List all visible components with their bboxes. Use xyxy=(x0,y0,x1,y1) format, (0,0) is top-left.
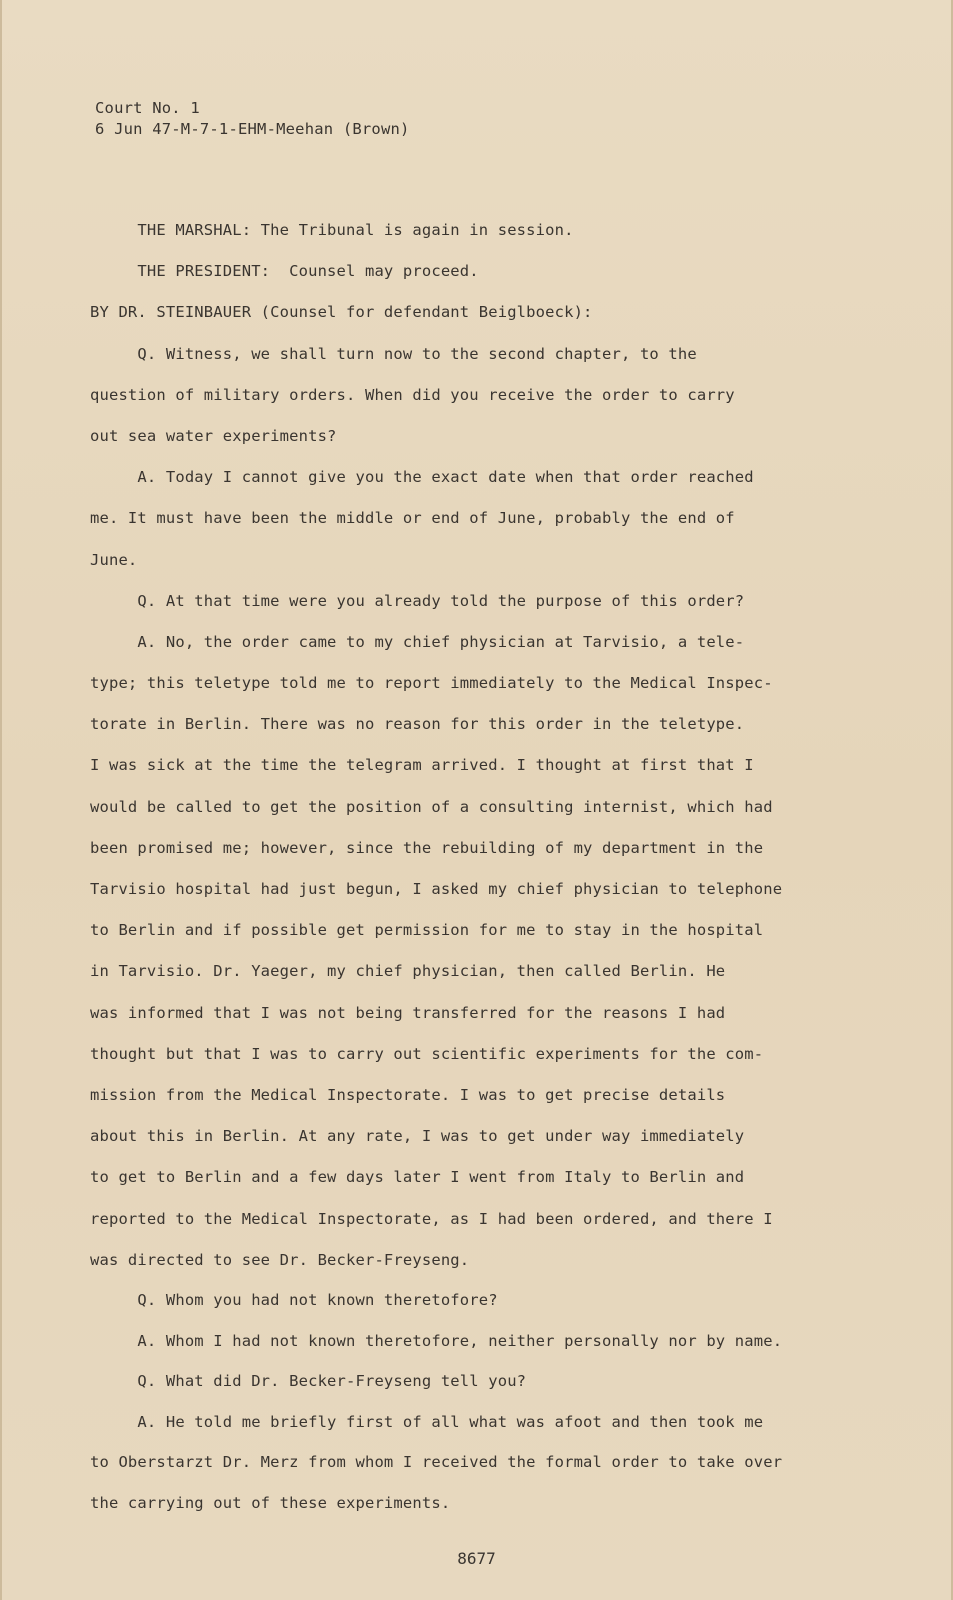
court-number: Court No. 1 xyxy=(95,99,200,117)
transcript-line: Q. Witness, we shall turn now to the second chapter, to the xyxy=(90,344,697,363)
transcript-line: would be called to get the position of a consulting internist, which had xyxy=(90,797,773,816)
reference-line: 6 Jun 47-M-7-1-EHM-Meehan (Brown) xyxy=(95,120,410,138)
transcript-line: Tarvisio hospital had just begun, I asked my chief physician to telephone xyxy=(90,880,783,898)
transcript-line: was directed to see Dr. Becker-Freyseng. xyxy=(90,1250,470,1269)
transcript-line: question of military orders. When did you receive the order to carry xyxy=(90,385,735,404)
transcript-line: me. It must have been the middle or end of June, probably the end of xyxy=(90,509,735,528)
transcript-line: A. Whom I had not known theretofore, neither personally nor by name. xyxy=(90,1331,783,1350)
transcript-line: A. No, the order came to my chief physician at Tarvisio, a tele- xyxy=(90,632,745,651)
transcript-line: to Oberstarzt Dr. Merz from whom I received the formal order to take over xyxy=(90,1453,783,1472)
transcript-line: thought but that I was to carry out scientific experiments for the com- xyxy=(90,1044,764,1063)
transcript-line: out sea water experiments? xyxy=(90,426,337,445)
transcript-line: was informed that I was not being transferred for the reasons I had xyxy=(90,1003,726,1022)
page-number: 8677 xyxy=(457,1549,496,1568)
transcript-line: torate in Berlin. There was no reason for this order in the teletype. xyxy=(90,715,745,734)
transcript-line: THE MARSHAL: The Tribunal is again in session. xyxy=(90,221,574,239)
transcript-line: in Tarvisio. Dr. Yaeger, my chief physician, then called Berlin. He xyxy=(90,962,726,981)
transcript-line: about this in Berlin. At any rate, I was to get under way immediately xyxy=(90,1127,745,1146)
transcript-line: the carrying out of these experiments. xyxy=(90,1493,451,1512)
transcript-line: Q. At that time were you already told the purpose of this order? xyxy=(90,591,745,610)
transcript-line: to get to Berlin and a few days later I went from Italy to Berlin and xyxy=(90,1168,745,1187)
transcript-line: BY DR. STEINBAUER (Counsel for defendant Beiglboeck): xyxy=(90,303,593,322)
transcript-line: type; this teletype told me to report immediately to the Medical Inspec- xyxy=(90,674,773,693)
transcript-line: THE PRESIDENT: Counsel may proceed. xyxy=(90,262,479,281)
transcript-line: Q. What did Dr. Becker-Freyseng tell you? xyxy=(90,1372,527,1391)
header-block xyxy=(95,98,410,140)
transcript-line: I was sick at the time the telegram arrived. I thought at first that I xyxy=(90,756,754,775)
transcript-line: A. Today I cannot give you the exact date when that order reached xyxy=(90,468,754,487)
transcript-line: been promised me; however, since the rebuilding of my department in the xyxy=(90,838,764,857)
transcript-line: reported to the Medical Inspectorate, as I had been ordered, and there I xyxy=(90,1209,773,1228)
transcript-body xyxy=(90,220,850,1533)
transcript-line: mission from the Medical Inspectorate. I was to get precise details xyxy=(90,1085,726,1104)
transcript-line: June. xyxy=(90,550,138,569)
transcript-line: to Berlin and if possible get permission for me to stay in the hospital xyxy=(90,921,764,940)
transcript-line: A. He told me briefly first of all what was afoot and then took me xyxy=(90,1412,764,1431)
transcript-line: Q. Whom you had not known theretofore? xyxy=(90,1291,498,1310)
